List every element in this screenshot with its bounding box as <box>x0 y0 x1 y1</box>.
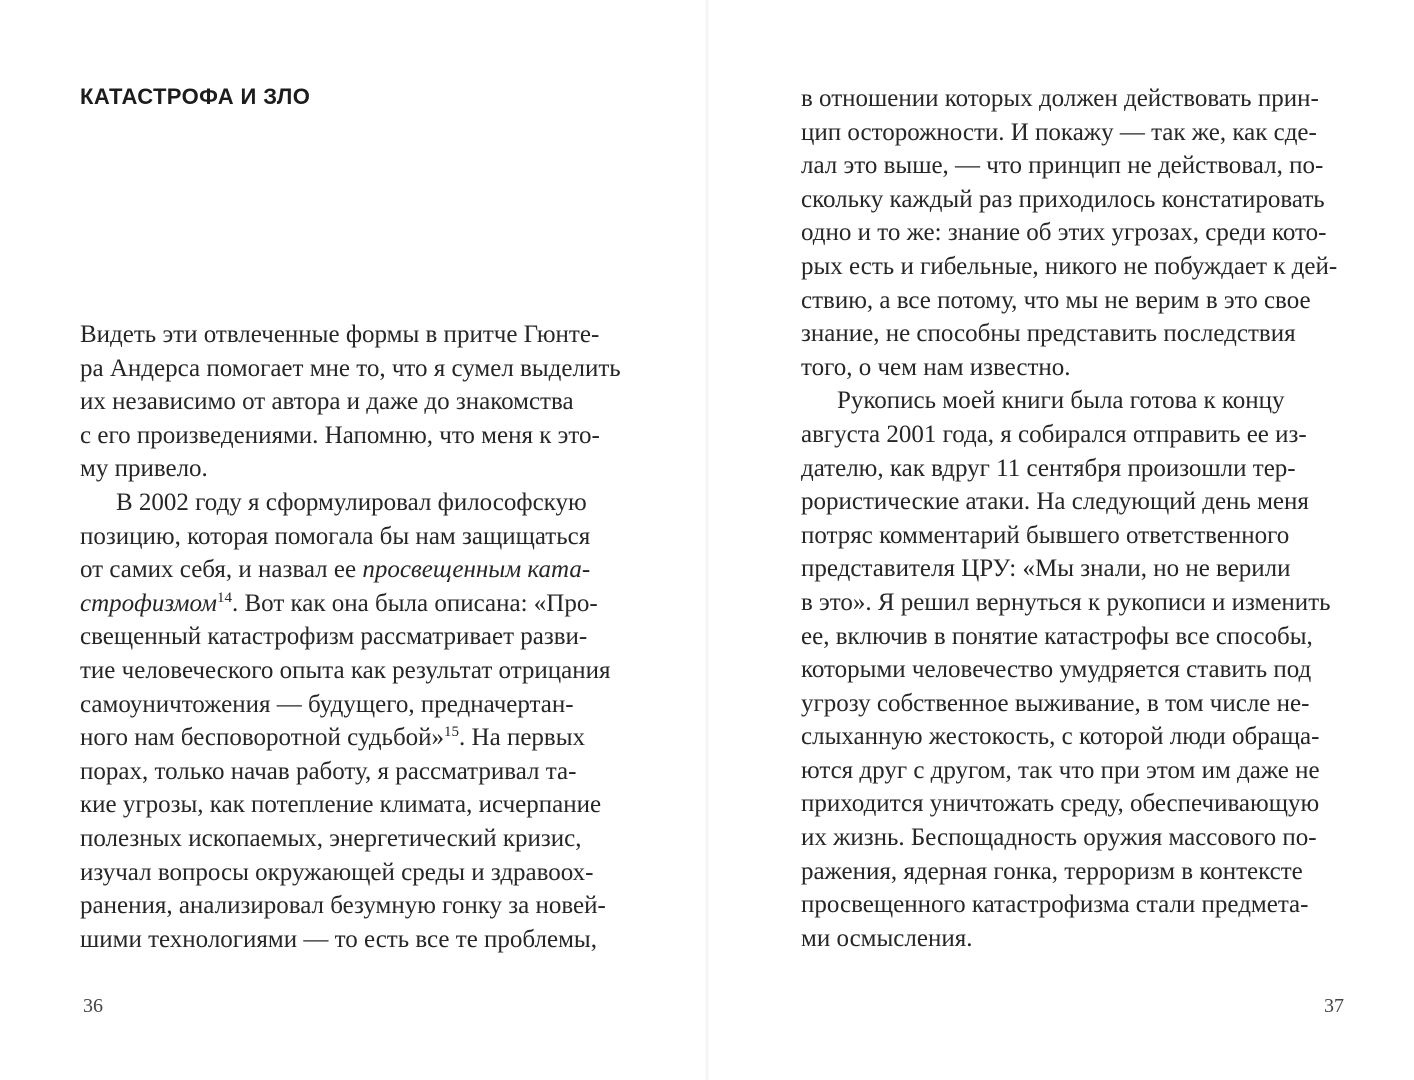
text-line: августа 2001 года, я собирался отправить ее из- <box>801 420 1307 448</box>
text-line: свещенный катастрофизм рассматривает разви- <box>80 623 588 651</box>
text-line: ствию, а все потому, что мы не верим в это свое <box>801 286 1311 314</box>
text-line: рористические атаки. На следующий день меня <box>801 488 1309 516</box>
text-line: их независимо от автора и даже до знакомства <box>80 388 574 416</box>
left-page-text <box>80 318 621 956</box>
text-line: ра Андерса помогает мне то, что я сумел выделить <box>80 354 621 382</box>
chapter-title: КАТАСТРОФА И ЗЛО <box>80 84 311 109</box>
text-line: ются друг с другом, так что при этом им даже не <box>801 756 1320 784</box>
text-line: с его произведениями. Напомню, что меня к это- <box>80 421 600 449</box>
text-line: изучал вопросы окружающей среды и здравоох- <box>80 858 594 886</box>
text-line: угрозу собственное выживание, в том числе не- <box>801 689 1310 717</box>
page-number-left: 36 <box>83 995 103 1017</box>
text-line: му привело. <box>80 455 208 483</box>
text-line: рых есть и гибельные, никого не побуждает к дей- <box>801 252 1338 280</box>
text-line: того, о чем нам известно. <box>801 353 1071 381</box>
text-line: тие человеческого опыта как результат отрицания <box>80 656 611 684</box>
text-run: от самих себя, и назвал ее <box>80 556 363 584</box>
text-line: просвещенного катастрофизма стали предмета- <box>801 891 1309 919</box>
text-line <box>80 587 621 621</box>
text-line: Видеть эти отвлеченные формы в притче Гюнте- <box>80 321 600 348</box>
text-run: ного нам бесповоротной судьбой» <box>80 724 445 752</box>
right-page-text <box>801 82 1337 955</box>
text-line: позицию, которая помогала бы нам защищаться <box>80 522 591 550</box>
text-line: которыми человечество умудряется ставить под <box>801 656 1312 684</box>
text-line: ражения, ядерная гонка, терроризм в контексте <box>801 857 1303 885</box>
text-line: потряс комментарий бывшего ответственного <box>801 521 1290 549</box>
page-number-right: 37 <box>1324 995 1344 1017</box>
text-line: их жизнь. Беспощадность оружия массового по- <box>801 824 1317 852</box>
italic-term: строфизмом <box>80 589 217 617</box>
text-line: приходится уничтожать среду, обеспечивающую <box>801 790 1320 818</box>
text-line <box>80 721 621 755</box>
text-line: в это». Я решил вернуться к рукописи и изменить <box>801 588 1331 616</box>
text-run: . На первых <box>459 724 586 752</box>
footnote-ref-14[interactable]: 14 <box>217 589 232 606</box>
footnote-ref-15[interactable]: 15 <box>444 724 460 741</box>
text-line: слыханную жестокость, с которой люди обраща- <box>801 723 1320 751</box>
text-run: . Вот как она была описана: «Про- <box>232 589 598 617</box>
text-line: лал это выше, — что принцип не действовал, по- <box>801 152 1324 180</box>
text-line: скольку каждый раз приходилось констатировать <box>801 185 1325 213</box>
text-line: ми осмысления. <box>801 924 973 952</box>
text-line: полезных ископаемых, энергетический кризис, <box>80 824 582 852</box>
text-line: представителя ЦРУ: «Мы знали, но не верили <box>801 555 1291 583</box>
text-line: одно и то же: знание об этих угрозах, среди кото- <box>801 219 1327 247</box>
paragraph-first-line: В 2002 году я сформулировал философскую <box>116 488 587 516</box>
text-line: ее, включив в понятие катастрофы все способы, <box>801 622 1313 650</box>
text-line: шими технологиями — то есть все те проблемы, <box>80 925 597 953</box>
text-line: ранения, анализировал безумную гонку за новей- <box>80 892 606 920</box>
paragraph-first-line: Рукопись моей книги была готова к концу <box>837 387 1285 415</box>
text-line: порах, только начав работу, я рассматривал та- <box>80 757 577 785</box>
text-line <box>80 553 621 587</box>
text-line: цип осторожности. И покажу — так же, как сде- <box>801 118 1317 146</box>
text-line: кие угрозы, как потепление климата, исчерпание <box>80 791 602 819</box>
right-page <box>707 0 1414 1080</box>
text-line: дателю, как вдруг 11 сентября произошли тер- <box>801 454 1296 482</box>
italic-term: просвещенным ката- <box>362 556 591 584</box>
text-line: знание, не способны представить последствия <box>801 320 1296 348</box>
text-line: в отношении которых должен действовать прин- <box>801 85 1319 112</box>
text-line: самоуничтожения — будущего, предначертан- <box>80 690 574 718</box>
